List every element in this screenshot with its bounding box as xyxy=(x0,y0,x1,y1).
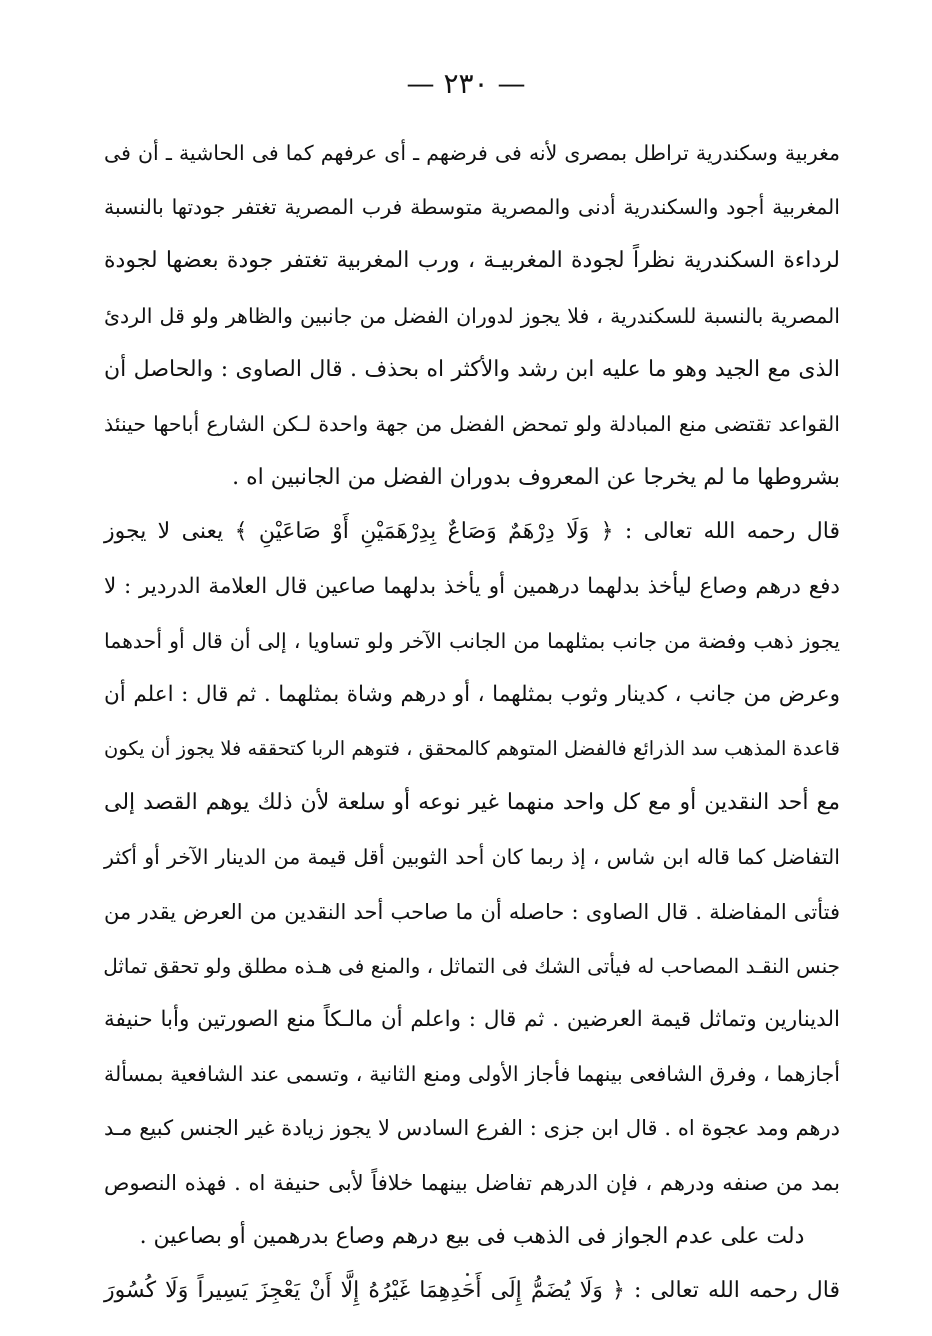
text-line: دلت على عدم الجواز فى الذهب فى بيع درهم وصاع بدرهمين أو بصاعين . xyxy=(139,1223,805,1249)
text-line: درهم ومد عجوة اه . قال ابن جزى : الفرع السادس لا يجوز زيادة غير الجنس كبيع مـد xyxy=(104,1116,840,1141)
text-line: دفع درهم وصاع ليأخذ بدلهما درهمين أو يأخذ بدلهما صاعين قال العلامة الدردير : لا xyxy=(104,573,840,599)
text-line: مع أحد النقدين أو مع كل واحد منهما غير نوعه أو سلعة لأن ذلك يوهم القصد إلى xyxy=(104,790,840,816)
text-line: وعرض من جانب ، كدينار وثوب بمثلهما ، أو درهم وشاة بمثلهما . ثم قال : اعلم أن xyxy=(104,681,840,707)
text-line: يجوز ذهب وفضة من جانب بمثلهما من الجانب الآخر ولو تساويا ، إلى أن قال أو أحدهما xyxy=(104,628,840,653)
text-line: بشروطها ما لم يخرجا عن المعروف بدوران الفضل من الجانبين اه . xyxy=(232,465,840,491)
text-line: مغربية وسكندرية تراطل بمصرى لأنه فى فرضهم ـ أى عرفهم كما فى الحاشية ـ أن فى xyxy=(104,141,840,165)
text-line: جنس النقـد المصاحب له فيأتى الشك فى التماثل ، والمنع فى هـذه مطلق ولو تحقق تماثل xyxy=(103,953,840,978)
text-line: لرداءة السكندرية نظراً لجودة المغربيـة ، ورب المغربية تغتفر جودة بعضها لجودة xyxy=(104,248,840,274)
text-line: قال رحمه الله تعالى : ﴿ وَلَا دِرْهَمٌ وَصَاعٌ بِدِرْهَمَيْنِ أَوْ صَاعَيْنِ ﴾ يعنى لا يجوز xyxy=(104,519,840,545)
page-number: — ٢٣٠ — xyxy=(406,67,526,100)
ink-speck xyxy=(466,1273,469,1276)
text-line: المصرية بالنسبة للسكندرية ، فلا يجوز لدوران الفضل من جانبين والظاهر ولو قل الردئ xyxy=(104,303,840,328)
text-line: فتأتى المفاضلة . قال الصاوى : حاصله أن ما صاحب أحد النقدين من العرض يقدر من xyxy=(104,899,840,924)
text-line: المغربية أجود والسكندرية أدنى والمصرية متوسطة فرب المصرية تغتفر جودتها بالنسبة xyxy=(104,195,840,220)
text-line: أجازهما ، وفرق الشافعى بينهما فأجاز الأولى ومنع الثانية ، وتسمى عند الشافعية بمسألة xyxy=(104,1062,840,1087)
text-line: قال رحمه الله تعالى : ﴿ وَلَا يُضَمُّ إِلَى أَحَدِهِمَا غَيْرُهُ إِلَّا أَنْ يَعْجِزَ يَسِيراً وَلَا كُسُورَ xyxy=(104,1277,840,1303)
text-line: التفاضل كما قاله ابن شاس ، إذ ربما كان أحد الثوبين أقل قيمة من الدينار الآخر أو أكثر xyxy=(104,845,840,870)
text-line: قاعدة المذهب سد الذرائع فالفضل المتوهم كالمحقق ، فتوهم الربا كتحققه فلا يجوز أن يكون xyxy=(103,737,840,761)
text-line: بمد من صنفه ودرهم ، فإن الدرهم تفاضل بينهما خلافاً لأبى حنيفة اه . فهذه النصوص xyxy=(104,1170,840,1195)
body-text xyxy=(104,126,840,1318)
text-line: الدينارين وتماثل قيمة العرضين . ثم قال : واعلم أن مالـكاً منع الصورتين وأبا حنيفة xyxy=(104,1007,840,1032)
text-line: القواعد تقتضى منع المبادلة ولو تمحض الفضل من جهة واحدة لـكن الشارع أباحها حينئذ xyxy=(104,411,840,436)
text-line: الذى مع الجيد وهو ما عليه ابن رشد والأكثر اه بحذف . قال الصاوى : والحاصل أن xyxy=(104,356,840,382)
